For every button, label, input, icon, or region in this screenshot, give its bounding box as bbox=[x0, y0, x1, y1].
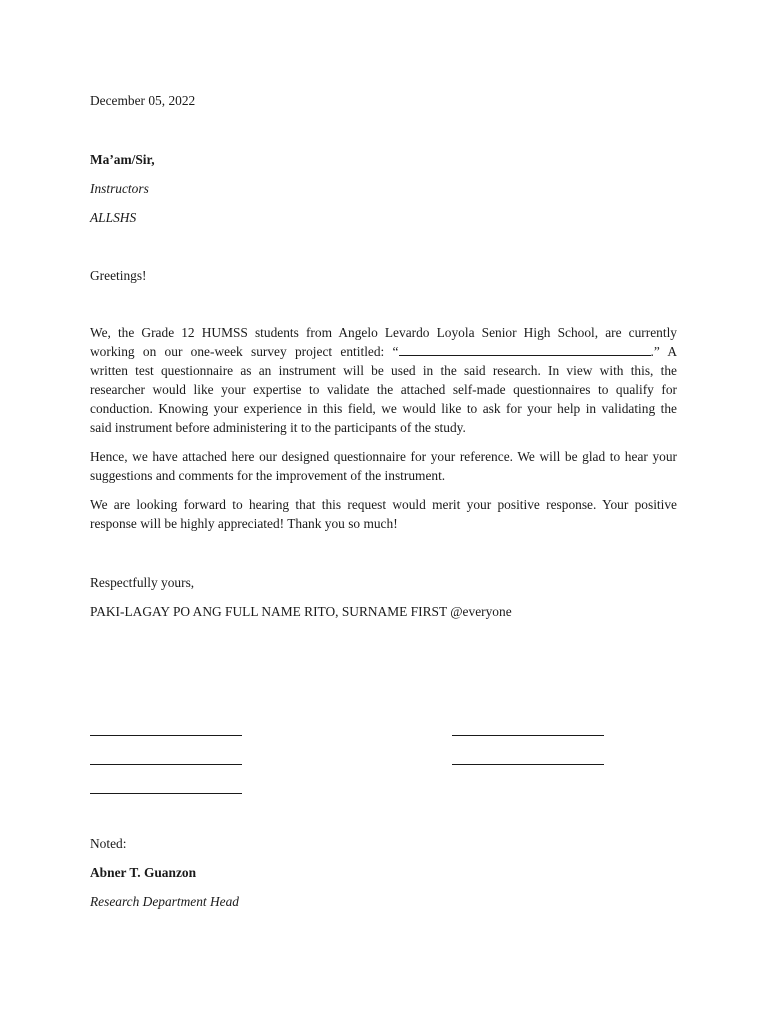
body-paragraph-2 bbox=[90, 447, 677, 485]
signature-line bbox=[452, 735, 604, 736]
signature-line bbox=[90, 764, 242, 765]
close-quote: .” A bbox=[650, 344, 677, 359]
paragraph-line: conduction. Knowing your experience in this field, we would like to ask for your help in validating the bbox=[90, 401, 677, 416]
recipient-title: Instructors bbox=[90, 181, 149, 196]
noted-name: Abner T. Guanzon bbox=[90, 865, 197, 880]
greeting: Greetings! bbox=[90, 268, 147, 283]
paragraph-line: response will be highly appreciated! Thank you so much! bbox=[90, 516, 398, 531]
paragraph-line: We, the Grade 12 HUMSS students from Angelo Levardo Loyola Senior High School, are currently bbox=[90, 325, 677, 340]
paragraph-line: written test questionnaire as an instrument will be used in the said research. In view with this, the bbox=[90, 363, 677, 378]
paragraph-text: working on our one-week survey project entitled: bbox=[90, 344, 385, 359]
closing: Respectfully yours, bbox=[90, 575, 195, 590]
name-instruction: PAKI-LAGAY PO ANG FULL NAME RITO, SURNAME FIRST @everyone bbox=[90, 604, 512, 619]
title-blank-line bbox=[399, 342, 651, 356]
salutation: Ma’am/Sir, bbox=[90, 152, 155, 167]
letter-date: December 05, 2022 bbox=[90, 93, 196, 108]
noted-label: Noted: bbox=[90, 836, 127, 851]
paragraph-line: suggestions and comments for the improvement of the instrument. bbox=[90, 468, 446, 483]
signature-line bbox=[452, 764, 604, 765]
paragraph-line-with-title-blank bbox=[90, 342, 677, 361]
paragraph-line: Hence, we have attached here our designed questionnaire for your reference. We will be glad to hear your bbox=[90, 449, 677, 464]
open-quote: “ bbox=[392, 344, 399, 359]
body-paragraph-3 bbox=[90, 495, 677, 533]
body-paragraph-1 bbox=[90, 323, 677, 437]
signature-line bbox=[90, 735, 242, 736]
paragraph-line: We are looking forward to hearing that this request would merit your positive response. Your positive bbox=[90, 497, 677, 512]
paragraph-line: researcher would like your expertise to validate the attached self-made questionnaires to qualify for bbox=[90, 382, 677, 397]
recipient-org: ALLSHS bbox=[90, 210, 137, 225]
signature-line bbox=[90, 793, 242, 794]
noted-title: Research Department Head bbox=[90, 894, 239, 909]
paragraph-line: said instrument before administering it to the participants of the study. bbox=[90, 420, 466, 435]
